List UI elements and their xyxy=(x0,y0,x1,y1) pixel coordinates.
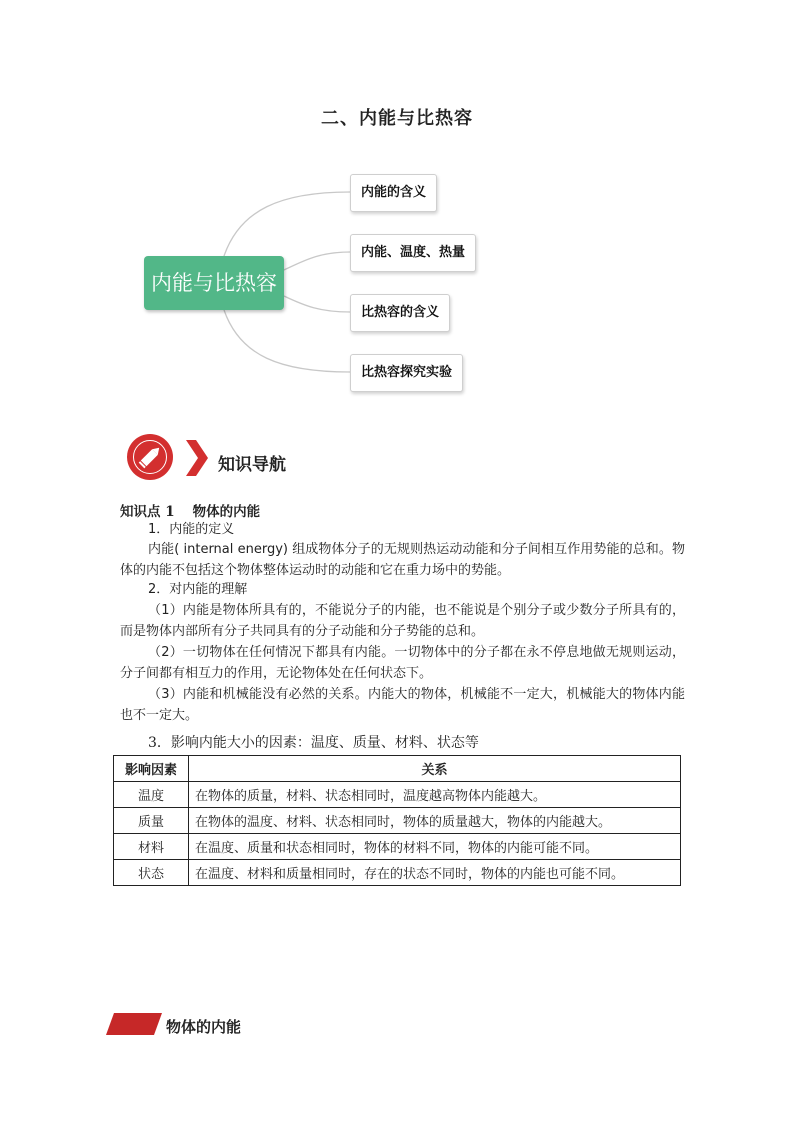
page-title: 二、内能与比热容 xyxy=(321,108,473,129)
table-row xyxy=(114,860,681,886)
paragraph-definition-heading: 1．内能的定义 xyxy=(148,522,235,537)
knowledge-point-number: 知识点 1 xyxy=(120,504,175,520)
factors-table xyxy=(113,755,681,886)
section-title: 知识导航 xyxy=(218,455,286,475)
table-header-relation: 关系 xyxy=(189,756,681,782)
table-row xyxy=(114,782,681,808)
mindmap-center-node: 内能与比热容 xyxy=(144,256,284,310)
paragraph-definition: 内能( internal energy) 组成物体分子的无规则热运动动能和分子间相互作用势能的总和。物体的内能不包括这个物体整体运动时的动能和它在重力场中的势能。 xyxy=(120,542,685,578)
table-row xyxy=(114,834,681,860)
mindmap-branch-3: 比热容的含义 xyxy=(350,294,450,332)
paragraph-understanding-heading: 2．对内能的理解 xyxy=(148,582,248,597)
table-header-factor: 影响因素 xyxy=(114,756,189,782)
chevron-right-icon xyxy=(182,438,210,478)
paragraph-factors-heading: 3．影响内能大小的因素：温度、质量、材料、状态等 xyxy=(148,735,479,751)
table-row xyxy=(114,808,681,834)
paragraph-point-3: （3）内能和机械能没有必然的关系。内能大的物体，机械能不一定大，机械能大的物体内能也不一定大。 xyxy=(120,687,685,723)
knowledge-point-name: 物体的内能 xyxy=(192,504,261,520)
table-cell-factor: 材料 xyxy=(114,834,189,860)
table-cell-factor: 状态 xyxy=(114,860,189,886)
table-cell-factor: 温度 xyxy=(114,782,189,808)
table-cell-relation: 在温度、材料和质量相同时，存在的状态不同时，物体的内能也可能不同。 xyxy=(189,860,681,886)
bottom-section-title: 物体的内能 xyxy=(166,1018,242,1036)
mindmap-branch-2: 内能、温度、热量 xyxy=(350,234,476,272)
paragraph-point-1: （1）内能是物体所具有的，不能说分子的内能，也不能说是个别分子或少数分子所具有的，而是物体内部所有分子共同具有的分子动能和分子势能的总和。 xyxy=(120,603,685,639)
mindmap-branch-4: 比热容探究实验 xyxy=(350,354,463,392)
table-cell-relation: 在物体的质量，材料、状态相同时，温度越高物体内能越大。 xyxy=(189,782,681,808)
pencil-icon xyxy=(127,434,173,480)
table-cell-relation: 在物体的温度、材料、状态相同时，物体的质量越大，物体的内能越大。 xyxy=(189,808,681,834)
mindmap-branch-1: 内能的含义 xyxy=(350,174,437,212)
knowledge-point-heading xyxy=(120,500,278,520)
section-marker-icon xyxy=(104,1012,164,1036)
table-cell-factor: 质量 xyxy=(114,808,189,834)
table-cell-relation: 在温度、质量和状态相同时，物体的材料不同，物体的内能可能不同。 xyxy=(189,834,681,860)
paragraph-point-2: （2）一切物体在任何情况下都具有内能。一切物体中的分子都在永不停息地做无规则运动，分子间都有相互力的作用，无论物体处在任何状态下。 xyxy=(120,645,685,681)
